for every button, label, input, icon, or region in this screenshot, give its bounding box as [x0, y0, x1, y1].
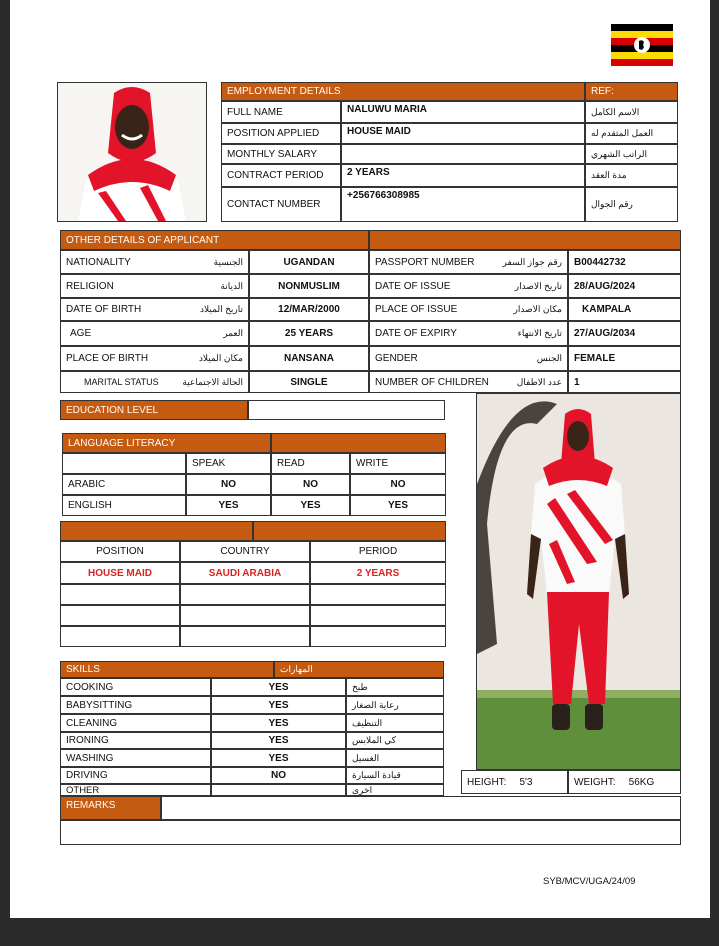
- place-of-birth-arabic: مكان الميلاد: [198, 353, 243, 363]
- remarks-body: [60, 820, 681, 845]
- date-of-issue-arabic: تاريخ الاصدار: [514, 280, 562, 291]
- education-level-header: EDUCATION LEVEL: [60, 400, 248, 420]
- skill-washing-label: WASHING: [60, 749, 211, 767]
- ref-label: REF:: [585, 82, 678, 101]
- experience-empty-row: [310, 584, 446, 605]
- height-label: HEIGHT:: [467, 776, 507, 788]
- experience-empty-row: [180, 605, 310, 626]
- contract-period-label: CONTRACT PERIOD: [221, 164, 341, 187]
- experience-empty-row: [60, 584, 180, 605]
- date-of-issue-label: [369, 274, 568, 298]
- uganda-flag-icon: [611, 24, 673, 66]
- place-of-birth-value: NANSANA: [249, 346, 369, 371]
- age-label-text: AGE: [70, 328, 92, 339]
- english-write-value: YES: [350, 495, 446, 516]
- gender-label: [369, 346, 568, 371]
- place-of-issue-value: KAMPALA: [568, 298, 681, 321]
- marital-status-label-text: MARITAL STATUS: [84, 377, 159, 387]
- experience-empty-row: [180, 584, 310, 605]
- education-level-value: [248, 400, 445, 420]
- place-of-issue-label: [369, 298, 568, 321]
- weight-value: 56KG: [628, 776, 655, 788]
- nationality-label-text: NATIONALITY: [66, 256, 131, 268]
- language-col-blank: [62, 453, 186, 474]
- full-name-value: NALUWU MARIA: [341, 101, 585, 123]
- read-column-header: READ: [271, 453, 350, 474]
- date-of-birth-label: [60, 298, 249, 321]
- gender-arabic: الجنس: [536, 353, 562, 363]
- date-of-birth-value: 12/MAR/2000: [249, 298, 369, 321]
- skill-cooking-value: YES: [211, 678, 346, 696]
- religion-arabic: الديانة: [220, 280, 243, 291]
- other-details-header-right: [369, 230, 681, 250]
- skill-babysitting-value: YES: [211, 696, 346, 714]
- skill-ironing-label: IRONING: [60, 732, 211, 749]
- document-page: [10, 0, 710, 918]
- age-label: [60, 321, 249, 346]
- skill-driving-label: DRIVING: [60, 767, 211, 784]
- monthly-salary-value: [341, 144, 585, 164]
- contact-number-arabic: رقم الجوال: [585, 187, 678, 222]
- weight-label: WEIGHT:: [574, 776, 616, 788]
- skill-driving-value: NO: [211, 767, 346, 784]
- skill-other-value: [211, 784, 346, 796]
- speak-column-header: SPEAK: [186, 453, 271, 474]
- arabic-speak-value: NO: [186, 474, 271, 495]
- position-column-header: POSITION: [60, 541, 180, 562]
- skill-washing-value: YES: [211, 749, 346, 767]
- skill-cooking-arabic: طبخ: [346, 678, 444, 696]
- contract-period-arabic: مدة العقد: [585, 164, 678, 187]
- applicant-full-body-photo: [476, 393, 681, 770]
- english-language-label: ENGLISH: [62, 495, 186, 516]
- gender-label-text: GENDER: [375, 353, 418, 364]
- date-of-birth-label-text: DATE OF BIRTH: [66, 304, 142, 315]
- experience-empty-row: [310, 626, 446, 647]
- position-applied-value: HOUSE MAID: [341, 123, 585, 144]
- skills-header-arabic: المهارات: [274, 661, 444, 678]
- experience-empty-row: [60, 626, 180, 647]
- monthly-salary-arabic: الراتب الشهري: [585, 144, 678, 164]
- religion-label: [60, 274, 249, 298]
- date-of-issue-value: 28/AUG/2024: [568, 274, 681, 298]
- position-applied-label: POSITION APPLIED: [221, 123, 341, 144]
- experience-country-value: SAUDI ARABIA: [180, 562, 310, 584]
- religion-label-text: RELIGION: [66, 280, 114, 292]
- nationality-arabic: الجنسية: [213, 256, 243, 267]
- remarks-header: REMARKS: [60, 796, 161, 820]
- passport-number-label-text: PASSPORT NUMBER: [375, 256, 475, 268]
- arabic-write-value: NO: [350, 474, 446, 495]
- date-of-expiry-label-text: DATE OF EXPIRY: [375, 328, 457, 339]
- full-name-arabic: الاسم الكامل: [585, 101, 678, 123]
- number-of-children-label: [369, 371, 568, 393]
- experience-header-left: [60, 521, 253, 541]
- other-details-header: OTHER DETAILS OF APPLICANT: [60, 230, 369, 250]
- skill-driving-arabic: قيادة السيارة: [346, 767, 444, 784]
- date-of-expiry-label: [369, 321, 568, 346]
- skill-ironing-arabic: كي الملابس: [346, 732, 444, 749]
- skills-header: SKILLS: [60, 661, 274, 678]
- experience-empty-row: [60, 605, 180, 626]
- arabic-language-label: ARABIC: [62, 474, 186, 495]
- experience-header-right: [253, 521, 446, 541]
- skill-cleaning-value: YES: [211, 714, 346, 732]
- skill-cleaning-arabic: التنظيف: [346, 714, 444, 732]
- nationality-label: [60, 250, 249, 274]
- place-of-birth-label: [60, 346, 249, 371]
- employment-details-header: EMPLOYMENT DETAILS: [221, 82, 585, 101]
- number-of-children-value: 1: [568, 371, 681, 393]
- skill-cooking-label: COOKING: [60, 678, 211, 696]
- country-column-header: COUNTRY: [180, 541, 310, 562]
- skill-other-label: OTHER: [60, 784, 211, 796]
- height-value: 5'3: [519, 776, 533, 788]
- monthly-salary-label: MONTHLY SALARY: [221, 144, 341, 164]
- age-arabic: العمر: [223, 328, 243, 338]
- document-reference-code: SYB/MCV/UGA/24/09: [543, 876, 636, 887]
- date-of-issue-label-text: DATE OF ISSUE: [375, 280, 451, 292]
- period-column-header: PERIOD: [310, 541, 446, 562]
- skill-ironing-value: YES: [211, 732, 346, 749]
- religion-value: NONMUSLIM: [249, 274, 369, 298]
- marital-status-label: [60, 371, 249, 393]
- skill-other-arabic: اخرى: [346, 784, 444, 796]
- experience-empty-row: [180, 626, 310, 647]
- full-name-label: FULL NAME: [221, 101, 341, 123]
- date-of-expiry-value: 27/AUG/2034: [568, 321, 681, 346]
- skill-babysitting-arabic: رعاية الصغار: [346, 696, 444, 714]
- place-of-issue-label-text: PLACE OF ISSUE: [375, 304, 458, 315]
- write-column-header: WRITE: [350, 453, 446, 474]
- experience-position-value: HOUSE MAID: [60, 562, 180, 584]
- experience-period-value: 2 YEARS: [310, 562, 446, 584]
- contract-period-value: 2 YEARS: [341, 164, 585, 187]
- passport-number-arabic: رقم جواز السفر: [502, 256, 562, 267]
- number-of-children-arabic: عدد الاطفال: [516, 376, 562, 387]
- english-speak-value: YES: [186, 495, 271, 516]
- passport-number-label: [369, 250, 568, 274]
- contact-number-value: +256766308985: [341, 187, 585, 222]
- experience-empty-row: [310, 605, 446, 626]
- position-applied-arabic: العمل المتقدم له: [585, 123, 678, 144]
- contact-number-label: CONTACT NUMBER: [221, 187, 341, 222]
- language-literacy-header-right: [271, 433, 446, 453]
- height-field: [461, 770, 568, 794]
- arabic-read-value: NO: [271, 474, 350, 495]
- marital-status-arabic: الحالة الاجتماعية: [182, 376, 243, 387]
- applicant-portrait-photo: [57, 82, 207, 222]
- gender-value: FEMALE: [568, 346, 681, 371]
- skill-washing-arabic: الغسيل: [346, 749, 444, 767]
- number-of-children-label-text: NUMBER OF CHILDREN: [375, 376, 489, 388]
- marital-status-value: SINGLE: [249, 371, 369, 393]
- english-read-value: YES: [271, 495, 350, 516]
- date-of-birth-arabic: تاريخ الميلاد: [200, 304, 243, 314]
- nationality-value: UGANDAN: [249, 250, 369, 274]
- place-of-issue-arabic: مكان الاصدار: [513, 304, 562, 314]
- passport-number-value: B00442732: [568, 250, 681, 274]
- skill-cleaning-label: CLEANING: [60, 714, 211, 732]
- date-of-expiry-arabic: تاريخ الانتهاء: [517, 328, 562, 338]
- remarks-top-line: [161, 796, 681, 820]
- place-of-birth-label-text: PLACE OF BIRTH: [66, 353, 149, 364]
- weight-field: [568, 770, 681, 794]
- skill-babysitting-label: BABYSITTING: [60, 696, 211, 714]
- language-literacy-header: LANGUAGE LITERACY: [62, 433, 271, 453]
- age-value: 25 YEARS: [249, 321, 369, 346]
